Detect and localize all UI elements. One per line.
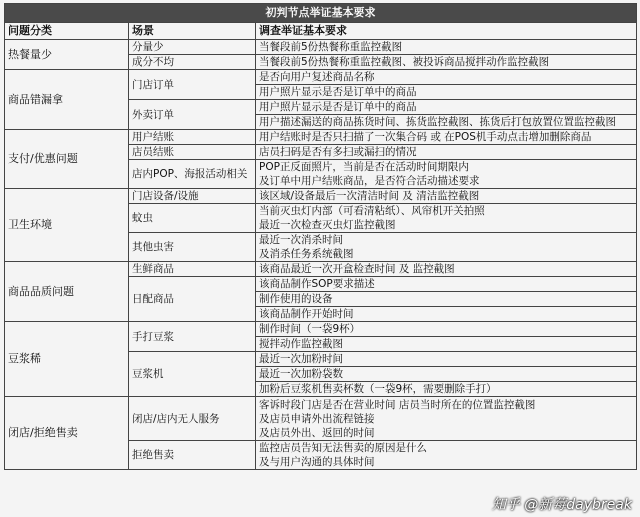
scene-cell: 豆浆机 [129, 352, 256, 397]
header-scene: 场景 [129, 23, 256, 40]
table-row [5, 40, 637, 55]
requirement-line: 及消杀任务系统截图 [259, 248, 354, 260]
category-cell: 支付/优惠问题 [5, 130, 129, 189]
requirement-cell: 用户照片显示是否是订单中的商品 [256, 100, 637, 115]
requirement-cell [256, 160, 637, 189]
scene-cell: 日配商品 [129, 277, 256, 322]
scene-cell: 门店设备/设施 [129, 189, 256, 204]
requirement-cell: 制作时间（一袋9杯） [256, 322, 637, 337]
requirement-cell: 加粉后豆浆机售卖杯数（一袋9杯，需要删除手打） [256, 382, 637, 397]
category-cell: 豆浆稀 [5, 322, 129, 397]
table-row [5, 130, 637, 145]
category-cell: 商品错漏拿 [5, 70, 129, 130]
scene-cell: 用户结账 [129, 130, 256, 145]
table-row [5, 397, 637, 441]
category-cell: 热餐量少 [5, 40, 129, 70]
scene-cell: 其他虫害 [129, 233, 256, 262]
requirement-line: 及与用户沟通的具体时间 [259, 456, 375, 468]
requirement-cell: 当餐段前5份热餐称重监控截图、被投诉商品搅拌动作监控截图 [256, 55, 637, 70]
category-cell: 闭店/拒绝售卖 [5, 397, 129, 470]
requirement-line: 及订单中用户结账商品，是否符合活动描述要求 [259, 175, 480, 187]
table-title-row [5, 4, 637, 23]
requirement-cell: 该商品最近一次开盒检查时间 及 监控截图 [256, 262, 637, 277]
requirement-cell: 是否向用户复述商品名称 [256, 70, 637, 85]
table-row [5, 322, 637, 337]
scene-cell: 蚊虫 [129, 204, 256, 233]
scene-cell: 拒绝售卖 [129, 441, 256, 470]
requirement-cell: 用户结账时是否只扫描了一次集合码 或 在POS机手动点击增加删除商品 [256, 130, 637, 145]
scene-cell: 分量少 [129, 40, 256, 55]
scene-cell: 店员结账 [129, 145, 256, 160]
scene-cell: 门店订单 [129, 70, 256, 100]
requirement-cell: 该商品制作SOP要求描述 [256, 277, 637, 292]
requirements-table [4, 3, 637, 470]
table-row [5, 262, 637, 277]
requirement-line: 监控店员告知无法售卖的原因是什么 [259, 442, 427, 454]
scene-cell: 生鲜商品 [129, 262, 256, 277]
requirement-cell [256, 233, 637, 262]
requirement-cell: 搅拌动作监控截图 [256, 337, 637, 352]
requirement-cell: 当餐段前5份热餐称重监控截图 [256, 40, 637, 55]
requirement-cell: 最近一次加粉时间 [256, 352, 637, 367]
table-row [5, 189, 637, 204]
scene-cell: 手打豆浆 [129, 322, 256, 352]
requirement-cell [256, 441, 637, 470]
requirement-cell: 用户描述漏送的商品拣货时间、拣货监控截图、拣货后打包放置位置监控截图 [256, 115, 637, 130]
requirement-cell: 最近一次加粉袋数 [256, 367, 637, 382]
requirement-line: 客诉时段门店是否在营业时间 店员当时所在的位置监控截图 [259, 398, 536, 411]
requirement-cell: 店员扫码是否有多扫或漏扫的情况 [256, 145, 637, 160]
requirement-cell [256, 397, 637, 441]
requirement-line: 及店员申请外出流程链接 [259, 412, 375, 425]
requirement-cell: 制作使用的设备 [256, 292, 637, 307]
requirement-line: POP正反面照片，当前是否在活动时间期限内 [259, 161, 469, 173]
header-category: 问题分类 [5, 23, 129, 40]
requirement-cell: 用户照片显示是否是订单中的商品 [256, 85, 637, 100]
requirement-line: 最近一次检查灭虫灯监控截图 [259, 219, 396, 231]
requirement-line: 及店员外出、返回的时间 [259, 426, 375, 439]
table-row [5, 70, 637, 85]
watermark: 知乎 @新莓daybreak [491, 497, 632, 513]
table-header-row [5, 23, 637, 40]
category-cell: 商品品质问题 [5, 262, 129, 322]
scene-cell: 店内POP、海报活动相关 [129, 160, 256, 189]
requirement-cell: 该区域/设备最后一次清洁时间 及 清洁监控截图 [256, 189, 637, 204]
category-cell: 卫生环境 [5, 189, 129, 262]
requirement-line: 当前灭虫灯内部（可看清粘纸）、风帘机开关拍照 [259, 205, 485, 217]
scene-cell: 成分不均 [129, 55, 256, 70]
requirements-sheet [4, 3, 636, 470]
table-title: 初判节点举证基本要求 [5, 4, 637, 23]
requirement-cell [256, 204, 637, 233]
requirement-cell: 该商品制作开始时间 [256, 307, 637, 322]
header-requirement: 调查举证基本要求 [256, 23, 637, 40]
requirement-line: 最近一次消杀时间 [259, 234, 343, 246]
scene-cell: 外卖订单 [129, 100, 256, 130]
scene-cell: 闭店/店内无人服务 [129, 397, 256, 441]
